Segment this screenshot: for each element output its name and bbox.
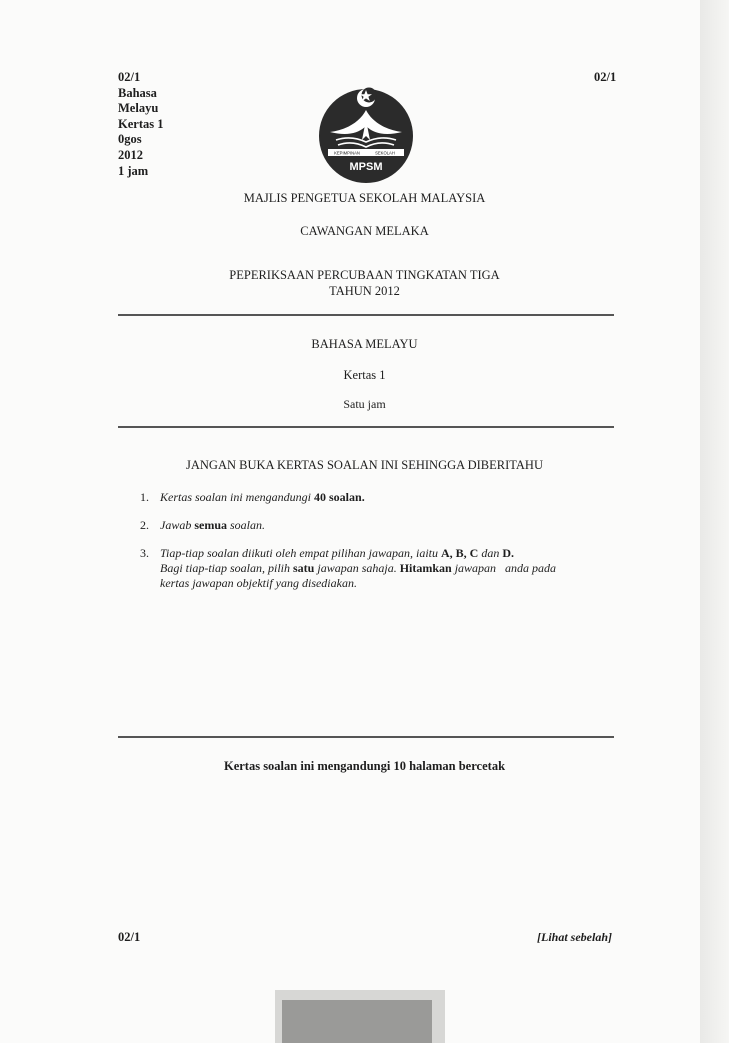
- list-item: [140, 518, 610, 533]
- instruction-warning: JANGAN BUKA KERTAS SOALAN INI SEHINGGA DIBERITAHU: [186, 458, 543, 472]
- item-text: soalan.: [230, 518, 266, 532]
- item-text: Kertas soalan ini mengandungi: [160, 490, 312, 504]
- item-emphasis: Hitamkan: [399, 561, 452, 575]
- list-item: [140, 546, 610, 591]
- divider-middle: [118, 426, 614, 428]
- paper-number: Kertas 1: [343, 368, 386, 382]
- page-edge-shadow: [700, 0, 729, 1043]
- mpsm-crest-icon: [316, 80, 416, 185]
- paper-code-top-right: 02/1: [594, 70, 617, 84]
- logo-ribbon-left: KEPIMPINAN: [334, 150, 360, 156]
- paper-code-bottom-left: 02/1: [118, 930, 141, 944]
- meta-code: 02/1: [118, 70, 141, 84]
- item-number: 3.: [140, 546, 149, 560]
- divider-top: [118, 314, 614, 316]
- subject-name: BAHASA MELAYU: [311, 337, 418, 351]
- exam-title: PEPERIKSAAN PERCUBAAN TINGKATAN TIGA: [229, 268, 500, 282]
- item-text: jawapan anda pada: [454, 561, 557, 575]
- branch-title: CAWANGAN MELAKA: [300, 224, 429, 238]
- item-emphasis: A, B, C: [441, 546, 479, 560]
- item-emphasis: satu: [293, 561, 315, 575]
- meta-paper: Kertas 1: [118, 116, 164, 131]
- exam-year: TAHUN 2012: [329, 284, 400, 298]
- divider-bottom: [118, 736, 614, 738]
- logo-label: MPSM: [349, 161, 383, 173]
- paper-meta: [118, 70, 163, 179]
- item-text: Tiap-tiap soalan diikuti oleh empat pilihan jawapan, iaitu: [160, 546, 439, 560]
- item-emphasis: D.: [502, 546, 515, 560]
- mpsm-logo: [316, 80, 416, 185]
- meta-subject-2: Melayu: [118, 101, 159, 116]
- list-item: [140, 490, 610, 505]
- meta-year: 2012: [118, 147, 143, 162]
- instruction-list: [140, 490, 610, 604]
- pages-note: Kertas soalan ini mengandungi 10 halaman bercetak: [223, 759, 506, 773]
- item-text: kertas jawapan objektif yang disediakan.: [160, 576, 357, 590]
- item-text: jawapan sahaja.: [317, 561, 397, 575]
- next-page-note: [Lihat sebelah]: [537, 930, 612, 944]
- item-text: dan: [481, 546, 500, 560]
- meta-duration: 1 jam: [118, 163, 149, 178]
- scan-artifact-dark: [282, 1000, 432, 1043]
- item-text: Bagi tiap-tiap soalan, pilih: [160, 561, 291, 575]
- item-emphasis: 40 soalan.: [314, 490, 365, 504]
- paper-duration: Satu jam: [343, 397, 386, 411]
- item-text: Jawab: [160, 518, 192, 532]
- item-number: 2.: [140, 518, 149, 532]
- item-emphasis: semua: [194, 518, 228, 532]
- organisation-title: MAJLIS PENGETUA SEKOLAH MALAYSIA: [243, 191, 486, 205]
- meta-month: 0gos: [118, 132, 142, 147]
- logo-ribbon-right: SEKOLAH: [375, 150, 395, 156]
- meta-subject-1: Bahasa: [118, 85, 157, 100]
- item-number: 1.: [140, 490, 149, 504]
